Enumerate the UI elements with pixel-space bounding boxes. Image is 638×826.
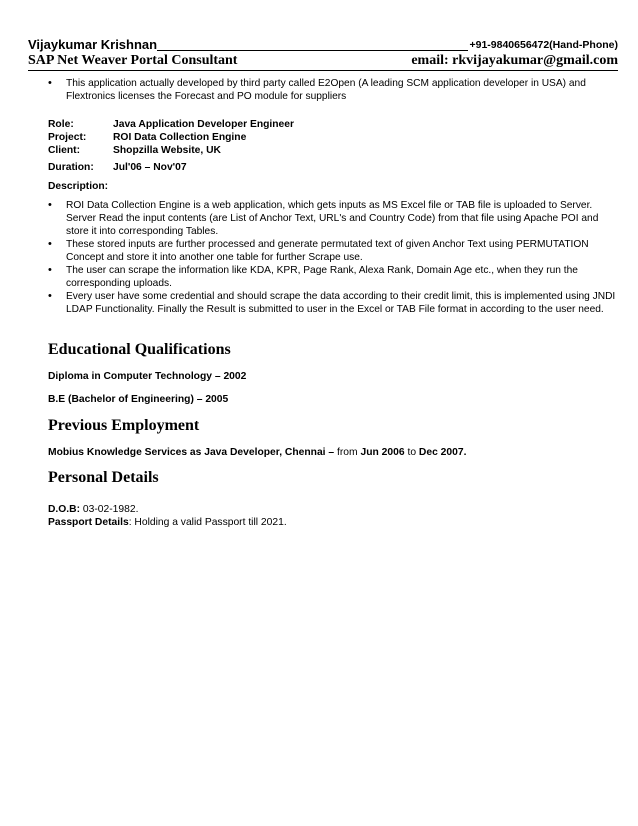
header-second-line <box>28 52 618 71</box>
employment-from-word: from <box>337 447 358 458</box>
dob-value: 03-02-1982. <box>82 504 139 515</box>
education-item: Diploma in Computer Technology – 2002 <box>48 371 247 382</box>
client-label: Client: <box>48 145 81 156</box>
list-item: • This application actually developed by third party called E2Open (A leading SCM application developer in USA) and Flextronics licenses the Forecast and PO module for suppliers <box>48 77 620 103</box>
project-value: ROI Data Collection Engine <box>113 132 247 143</box>
list-item: • The user can scrape the information like KDA, KPR, Page Rank, Alexa Rank, Domain Age etc., when they run the corresponding uploads. <box>48 264 620 290</box>
intro-bullet-list <box>48 77 620 103</box>
passport-line <box>48 516 287 529</box>
candidate-name: Vijaykumar Krishnan <box>28 37 158 52</box>
duration-value: Jul'06 – Nov'07 <box>113 162 187 173</box>
client-value: Shopzilla Website, UK <box>113 145 221 156</box>
personal-heading: Personal Details <box>48 469 159 486</box>
employment-company: Mobius Knowledge Services as Java Developer, Chennai – <box>48 447 335 458</box>
list-item: • Every user have some credential and should scrape the data according to their credit limit, this is implemented using JNDI LDAP Functionality. Finally the Result is submitted to user in the Excel or TAB File format in according to the user need. <box>48 290 620 316</box>
description-label: Description: <box>48 181 109 192</box>
employment-from-date: Jun 2006 <box>360 447 405 458</box>
header-top-line <box>28 37 618 53</box>
passport-label: Passport Details <box>48 517 129 528</box>
employment-to-word: to <box>407 447 417 458</box>
description-bullet-list <box>48 199 620 316</box>
list-item: • ROI Data Collection Engine is a web application, which gets inputs as MS Excel file or TAB file is uploaded to Server. Server Read the input contents (are List of Anchor Text, URL's and Country Code) from that file using Apache POI and store it into corresponding Tables. <box>48 199 620 238</box>
header-underline <box>157 50 468 51</box>
education-item: B.E (Bachelor of Engineering) – 2005 <box>48 394 229 405</box>
dob-line <box>48 503 138 516</box>
duration-label: Duration: <box>48 162 94 173</box>
employment-heading: Previous Employment <box>48 417 200 434</box>
dob-label: D.O.B: <box>48 504 81 515</box>
project-label: Project: <box>48 132 87 143</box>
phone-number: +91-9840656472(Hand-Phone) <box>469 39 618 51</box>
employment-line <box>48 446 466 459</box>
employment-to-date: Dec 2007. <box>418 447 467 458</box>
passport-value: : Holding a valid Passport till 2021. <box>128 517 287 528</box>
job-title: SAP Net Weaver Portal Consultant <box>28 53 238 68</box>
list-item: • These stored inputs are further processed and generate permutated text of given Anchor Text using PERMUTATION Concept and store it into another one table for further Scrape use. <box>48 238 620 264</box>
role-value: Java Application Developer Engineer <box>113 119 295 130</box>
education-heading: Educational Qualifications <box>48 341 231 358</box>
email-address: email: rkvijayakumar@gmail.com <box>411 53 618 68</box>
role-label: Role: <box>48 119 74 130</box>
